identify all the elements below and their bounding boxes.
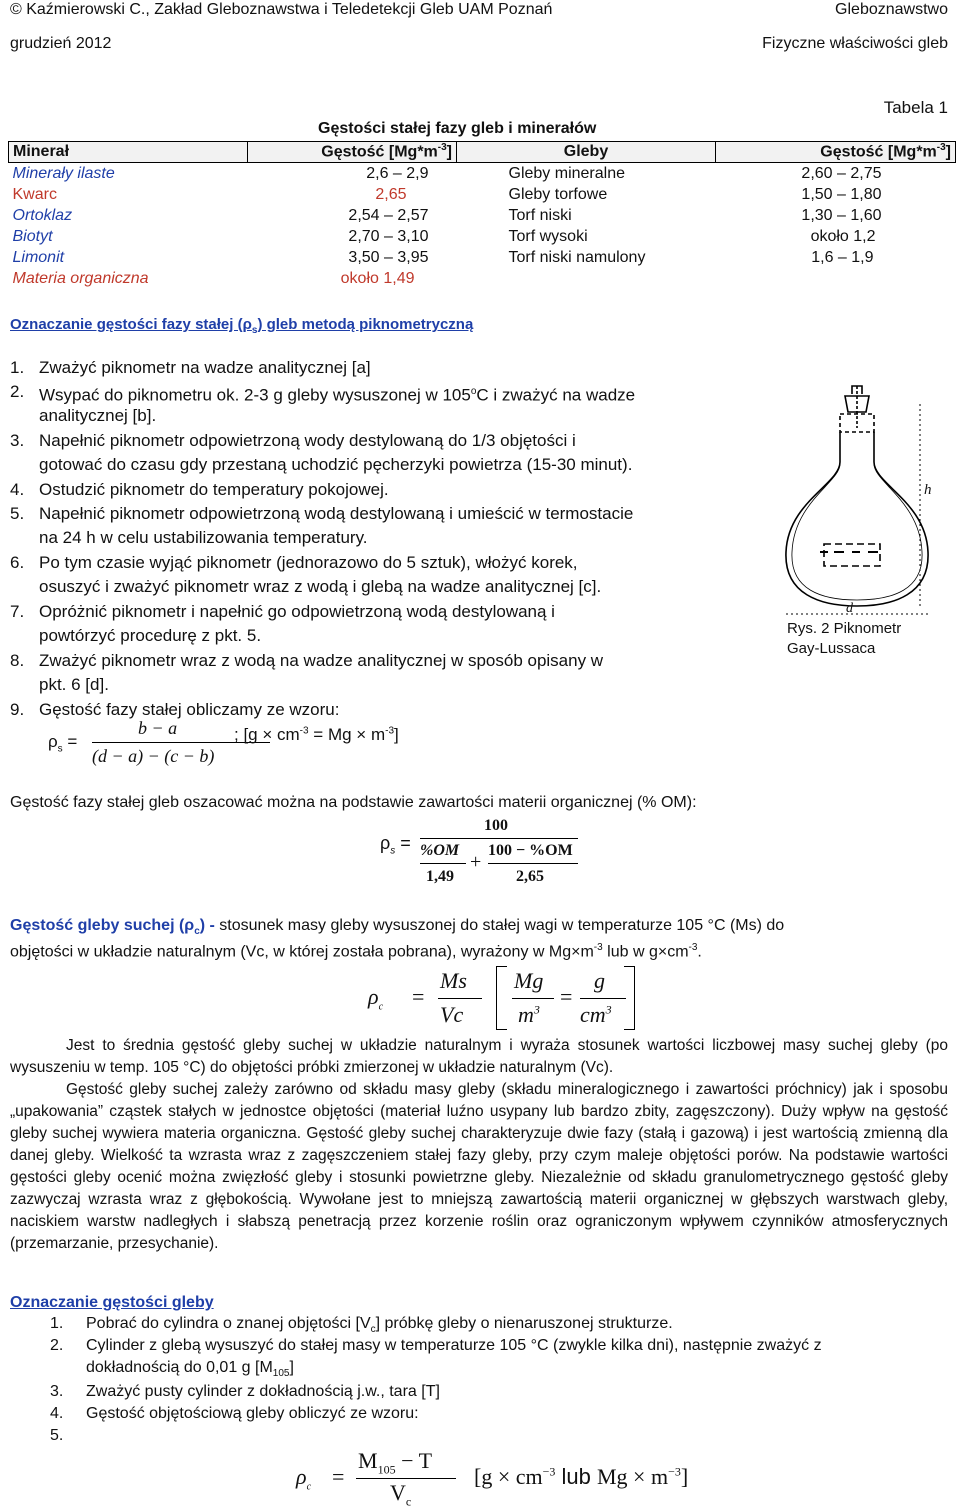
fraction-bar <box>488 863 578 864</box>
dry-density-term: Gęstość gleby suchej $(\rho_c)$ - <box>10 917 215 938</box>
fraction-bar <box>438 998 482 999</box>
om-plus: + <box>470 851 482 873</box>
cell-soil: Gleby torfowe <box>508 185 608 203</box>
cell-density: 2,70 – 3,10 <box>348 227 429 245</box>
om-frac2-num: 100 − %OM <box>488 842 573 859</box>
cell-soil <box>457 268 716 289</box>
cell-soil-density <box>716 268 956 289</box>
formula-bulk-density <box>296 1448 776 1510</box>
formula-denominator: $V_c$ <box>390 1480 412 1509</box>
cell-mineral: Biotyt <box>12 227 53 245</box>
formula-den3: cm <box>580 1002 606 1027</box>
formula-om <box>380 815 600 890</box>
table-row <box>9 247 956 268</box>
cell-soil: Torf wysoki <box>508 227 588 245</box>
formula-lhs: $\rho_c$ <box>296 1464 312 1493</box>
om-text: Gęstość fazy stałej gleb oszacować można na podstawie zawartości materii organicznej (% OM): <box>10 794 697 811</box>
om-numerator: 100 <box>484 817 508 834</box>
header-date: grudzień 2012 <box>10 35 112 52</box>
header-topic: Fizyczne właściwości gleb <box>762 35 948 52</box>
pycnometer-figure <box>760 384 950 624</box>
om-frac1-den: 1,49 <box>426 868 454 885</box>
dry-density-definition: Gęstość gleby suchej $(\rho_c)$ - stosunek masy gleby wysuszonej do stałej wagi w temperaturze 105 °C (Ms) do <box>10 917 785 938</box>
col-header-mineral: Minerał <box>9 142 248 163</box>
figure-caption-2: Gay-Lussaca <box>787 640 876 657</box>
cell-density: 2,65 <box>375 185 407 203</box>
bracket-right <box>624 966 635 1030</box>
cell-soil: Gleby mineralne <box>508 164 625 182</box>
col-header-soil-density: Gęstość $[Mg*m^{-3}]$ <box>716 142 956 163</box>
table-header-row <box>9 142 956 163</box>
cell-mineral: Kwarc <box>12 185 57 203</box>
formula-lhs: $\rho_s$ = <box>48 732 78 755</box>
cell-mineral: Limonit <box>12 248 65 266</box>
col-header-density: Gęstość $[Mg*m^{-3}]$ <box>248 142 457 163</box>
fraction-bar <box>356 1478 456 1479</box>
header-copyright: © Kaźmierowski C., Zakład Gleboznawstwa i Teledetekcji Gleb UAM Poznań <box>10 1 553 18</box>
section-heading-pycnometric: Oznaczanie gęstości fazy stałej $(\rho_s)$ gleb metodą piknometryczną <box>10 316 474 336</box>
procedure-steps: 1. Zważyć piknometr na wadze analitycznej [a] 2. Wsypać do piknometru ok. 2-3 g gleby wysuszonej w 105$^o$C i zważyć na wadze analitycznej [b]. 3. Napełnić piknometr odpowietrzoną wody destylowaną do 1/3 objętości i gotować do czasu gdy przestaną uchodzić pęcherzyki powietrza (15-30 minut). 4. Ostudzić piknometr do temperatury pokojowej. 5. Napełnić piknometr odpowietrzoną wodą destylowaną i umieścić w termostacie na 24 h w celu ustabilizowania temperatury. 6. Po tym czasie wyjąć piknometr (jednorazowo do 5 sztuk), włożyć korek, osuszyć i zważyć piknometr wraz z wodą i glebą na wadze analitycznej [c]. 7. Opróżnić piknometr i napełnić go odpowietrzoną wodą destylowaną i powtórzyć procedurę z pkt. 5. 8. Zważyć piknometr wraz z wodą na wadze analitycznej w sposób opisany w pkt. 6 [d]. 9. Gęstość fazy stałej obliczamy ze wzoru: <box>10 358 636 719</box>
formula-numerator: b − a <box>138 718 178 738</box>
cell-mineral: Minerały ilaste <box>12 164 115 182</box>
formula-eq: = <box>332 1464 345 1489</box>
table-row <box>9 184 956 205</box>
cell-density: 3,50 – 3,95 <box>348 248 429 266</box>
fraction-bar <box>420 863 466 864</box>
bulk-density-steps: 1. Pobrać do cylindra o znanej objętości $[V_c]$ próbkę gleby o nienaruszonej strukturze. 2. Cylinder z glebą wysuszyć do stałej masy w temperaturze 105 °C (zwykle kilka dni), następnie zważyć z dokładnością do 0,01 g $[M_{105}]$ 3. Zważyć pusty cylinder z dokładnością j.w., tara [T] 4. Gęstość objętościową gleby obliczyć ze wzoru: 5. <box>50 1315 822 1444</box>
figure-caption-1: Rys. 2 Piknometr <box>787 620 902 637</box>
table-row <box>9 163 956 185</box>
paragraph-1: Jest to średnia gęstość gleby suchej w układzie naturalnym i wyraża stosunek wartości liczbowej masy suchej gleby (po wysuszeniu w temp. 105 °C) do objętości próbki zmierzonej w układzie naturalnym (Vc). <box>10 1037 948 1076</box>
cell-soil: Torf niski namulony <box>508 248 646 266</box>
bracket-left <box>496 966 507 1030</box>
cell-soil-density: 1,50 – 1,80 <box>801 185 882 203</box>
table-title: Gęstości stałej fazy gleb i minerałów <box>318 120 597 137</box>
figure-label-h: h <box>924 482 932 498</box>
formula-lhs: $\rho_c$ <box>368 984 384 1013</box>
formula-denominator: (d − a) − (c − b) <box>92 746 215 766</box>
formula-lhs: $\rho_s$ = <box>380 833 411 857</box>
formula-units: ; $[g \times cm^{-3} = Mg \times m^{-3}]$ <box>234 725 399 744</box>
mineral-density-table <box>8 141 956 289</box>
fraction-bar <box>512 998 554 999</box>
formula-den2: m <box>518 1002 534 1027</box>
cell-soil: Torf niski <box>508 206 572 224</box>
table-row <box>9 205 956 226</box>
section-heading-bulk-density: Oznaczanie gęstości gleby <box>10 1294 214 1311</box>
table-label: Tabela 1 <box>883 98 948 117</box>
formula-units: [$g \times cm^{-3}$ lub $Mg \times m^{-3}$] <box>474 1464 689 1489</box>
cell-soil-density: około 1,2 <box>810 227 876 245</box>
formula-eq: = <box>412 984 425 1009</box>
col-header-soil: Gleby <box>457 142 716 163</box>
cell-density: 2,54 – 2,57 <box>348 206 429 224</box>
cell-density: 2,6 – 2,9 <box>366 164 429 182</box>
om-frac1-num: %OM <box>420 842 460 859</box>
header-course: Gleboznawstwo <box>835 1 948 18</box>
cell-soil-density: 1,6 – 1,9 <box>811 248 874 266</box>
formula-dry-density: $\rho_c$ = Ms Vc Mg $m^3$ = g $cm^3$ <box>368 966 638 1036</box>
cell-density: około 1,49 <box>340 269 415 287</box>
cell-mineral: Ortoklaz <box>12 206 73 224</box>
formula-num3: g <box>594 968 605 993</box>
fraction-bar <box>580 998 626 999</box>
formula-num1: Ms <box>440 968 467 993</box>
cell-soil-density: 2,60 – 2,75 <box>801 164 882 182</box>
pycnometer-drawing <box>786 386 928 606</box>
cell-mineral: Materia organiczna <box>12 269 149 287</box>
paragraph-2: Gęstość gleby suchej zależy zarówno od składu masy gleby (składu mineralogicznego i zawartości próchnicy) jak i sposobu „upakowania” cząstek stałych w jednostce objętości (materiał luźno usypany lub bardzo zbity, zagęszczony). Duży wpływ na gęstość gleby suchej wywiera materia organiczna. Gęstość gleby suchej charakteryzuje dwie fazy (stałą i gazową) i jest wartością zmienną dla danej gleby. Wielkość ta wzrasta wraz z zagęszczeniem stałej fazy gleby, przy czym maleje objętości porów. Na podstawie wartości gęstości gleby ocenić można zwięzłość gleby i stosunki powietrzne gleby. Niezależnie od składu granulometrycznego gęstość gleby zazwyczaj wzrasta wraz z głębokością. Wywołane jest to mniejszą zawartością materii organicznej w głębszych warstwach gleby, naciskiem warstw nadległych i słabszą penetracją przez korzenie roślin oraz ograniczonym wpływem czynników atmosferycznych (przemarzanie, przesychanie). <box>10 1081 948 1252</box>
formula-numerator: $M_{105} - T$ <box>358 1448 433 1477</box>
formula-num2: Mg <box>514 968 544 993</box>
dry-density-definition-2: objętości w układzie naturalnym (Vc, w której została pobrana), wyrażony w $Mg\times m^{-3}$ lub w $g\times cm^{-3}$. <box>10 942 702 961</box>
fraction-bar <box>420 838 578 839</box>
cell-soil-density: 1,30 – 1,60 <box>801 206 882 224</box>
table-row <box>9 268 956 289</box>
table-row <box>9 226 956 247</box>
om-frac2-den: 2,65 <box>516 868 544 885</box>
formula-eq2: = <box>560 984 573 1009</box>
formula-den1: Vc <box>440 1002 464 1027</box>
figure-label-d: d <box>846 601 853 616</box>
